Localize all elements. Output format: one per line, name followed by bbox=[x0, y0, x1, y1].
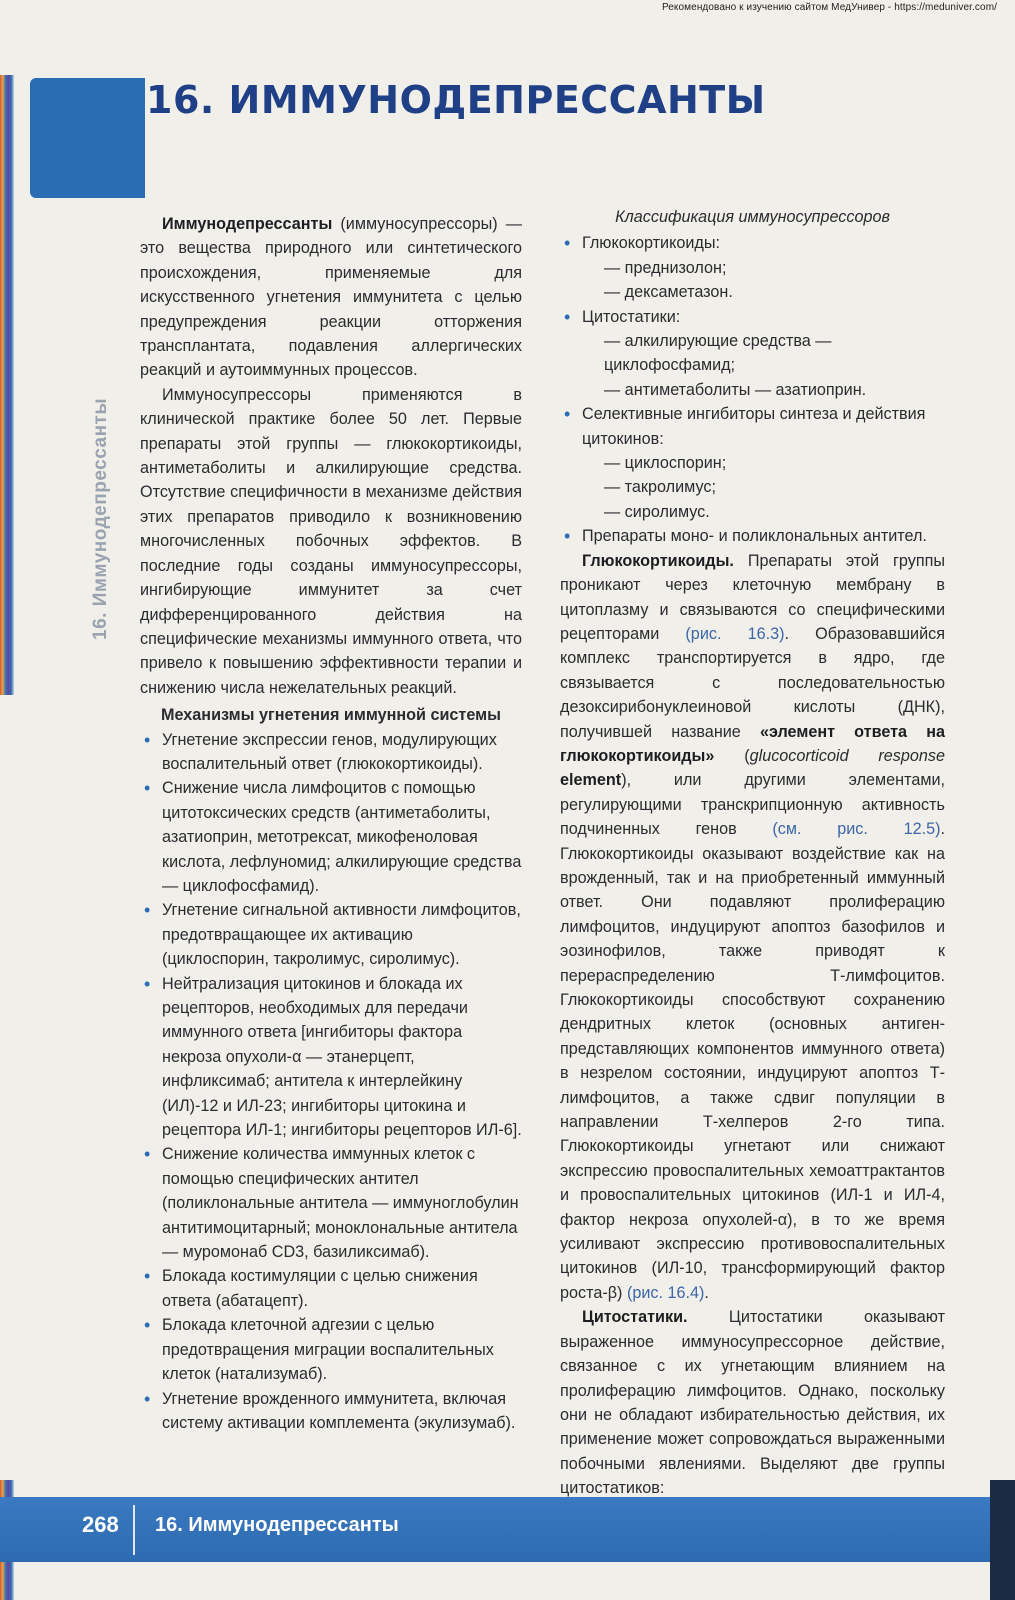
list-item: • Препараты моно- и поликлональных антител. bbox=[560, 524, 945, 548]
footer-chapter-title: 16. Иммунодепрессанты bbox=[155, 1514, 399, 1536]
figure-ref-16-4[interactable]: (рис. 16.4) bbox=[626, 1283, 705, 1302]
watermark-text: Рекомендовано к изучению сайтом МедУнивер - https://meduniver.com/ bbox=[661, 2, 997, 13]
gc-text-1: Препараты этой группы проникают через клеточную мембрану в цитоплазму и связываются со специфическими рецепторами bbox=[560, 551, 945, 643]
page-number: 268 bbox=[82, 1512, 119, 1537]
list-item: — такролимус; bbox=[604, 478, 716, 497]
chapter-color-tab bbox=[30, 78, 145, 198]
cyto-text: Цитостатики оказывают выраженное иммуносупрессорное действие, связанное с их угнетающим влиянием на пролиферацию лимфоцитов. Однако, поскольку они не обладают избирательностью действия, их применение может сопровождаться выраженными побочными явлениями. Выделяют две группы цитостатиков: bbox=[560, 1308, 945, 1498]
list-item: — алкилирующие средства — циклофосфамид; bbox=[604, 332, 832, 375]
classification-cyto-label: Цитостатики: bbox=[582, 307, 681, 326]
classification-list bbox=[560, 231, 945, 548]
intro-p1-text: (иммуносупрессоры) — это вещества природного или синтетического происхождения, применяемые для искусственного угнетения иммунитета с целью предупреждения реакции отторжения трансплантата, подавления аллергических реакций и аутоиммунных процессов. bbox=[140, 215, 522, 380]
gc-bold-element: element bbox=[560, 771, 622, 790]
list-item: — преднизолон; bbox=[604, 258, 727, 277]
gc-text-6: . bbox=[704, 1283, 709, 1302]
intro-lead-term: Иммунодепрессанты bbox=[162, 215, 333, 233]
list-item bbox=[560, 231, 945, 304]
gc-italic-term: glucocorticoid response bbox=[749, 746, 945, 765]
list-item: • Снижение количества иммунных клеток с помощью специфических антител (поликлональные антитела — иммуноглобулин антитимоцитарный; моноклональные антитела — муромонаб CD3, базиликсимаб). bbox=[140, 1142, 522, 1264]
sel-sublist bbox=[582, 451, 945, 524]
gc-bold-term: «элемент ответа на глюкокортикоиды» bbox=[560, 722, 945, 765]
classification-sel-label: Селективные ингибиторы синтеза и действия цитокинов: bbox=[582, 405, 926, 448]
gc-text-2: . Образовавшийся комплекс транспортируется в ядро, где связывается с последовательностью дезоксирибонуклеиновой кислоты (ДНК), получившей название bbox=[560, 624, 945, 741]
list-item bbox=[560, 402, 945, 524]
classification-gc-label: Глюкокортикоиды: bbox=[582, 234, 720, 253]
list-item: • Снижение числа лимфоцитов с помощью цитотоксических средств (антиметаболиты, азатиоприн, метотрексат, микофеноловая кислота, лефлуномид; алкилирующие средства — циклофосфамид). bbox=[140, 776, 522, 898]
list-item: • Угнетение экспрессии генов, модулирующих воспалительный ответ (глюкокортикоиды). bbox=[140, 728, 522, 777]
figure-ref-16-3[interactable]: (рис. 16.3) bbox=[685, 624, 785, 643]
mechanisms-list bbox=[140, 728, 522, 1436]
list-item: • Угнетение врожденного иммунитета, включая систему активации комплемента (экулизумаб). bbox=[140, 1387, 522, 1436]
right-column bbox=[560, 205, 945, 1501]
intro-paragraph-2: Иммуносупрессоры применяются в клинической практике более 50 лет. Первые препараты этой группы — глюкокортикоиды, антиметаболиты и алкилирующие средства. Отсутствие специфичности в механизме действия этих препаратов приводило к возникновению многочисленных побочных эффектов. В последние годы созданы иммуносупрессоры, ингибирующие иммунитет за счет дифференцированного действия на специфические механизмы иммунного ответа, что привело к повышению эффективности терапии и снижению числа нежелательных реакций. bbox=[140, 385, 522, 697]
gc-sublist bbox=[582, 256, 945, 305]
list-item: • Блокада клеточной адгезии с целью предотвращения миграции воспалительных клеток (натализумаб). bbox=[140, 1313, 522, 1386]
list-item: • Блокада костимуляции с целью снижения ответа (абатацепт). bbox=[140, 1264, 522, 1313]
intro-paragraph-1 bbox=[140, 212, 522, 383]
chapter-title: 16. ИММУНОДЕПРЕССАНТЫ bbox=[146, 78, 766, 122]
classification-heading: Классификация иммуносупрессоров bbox=[615, 208, 890, 226]
list-item: • Нейтрализация цитокинов и блокада их рецепторов, необходимых для передачи иммунного ответа [ингибиторы фактора некроза опухоли-α — этанерцепт, инфликсимаб; антитела к интерлейкину (ИЛ)-12 и ИЛ-23; ингибиторы цитокина и рецептора ИЛ-1; ингибиторы рецепторов ИЛ-6]. bbox=[140, 972, 522, 1143]
gc-text-3: ( bbox=[714, 746, 750, 765]
footer-divider bbox=[133, 1505, 135, 1555]
gc-text-5: . Глюкокортикоиды оказывают воздействие как на врожденный, так и на приобретенный иммунный ответ. Они подавляют пролиферацию лимфоцитов, индуцируют апоптоз базофилов и эозинофилов, также приводят к перераспределению Т-лимфоцитов. Глюкокортикоиды способствуют сохранению дендритных клеток (основных антиген-представляющих компонентов иммунного ответа) в незрелом состоянии, индуцируют апоптоз Т-лимфоцитов, а также сдвиг популяции в направлении Т-хелперов 2-го типа. Глюкокортикоиды угнетают или снижают экспрессию провоспалительных хемоаттрактантов и провоспалительных цитокинов (ИЛ-1 и ИЛ-4, фактор некроза опухолей-α), в то же время усиливают экспрессию противовоспалительных цитокинов (ИЛ-10, трансформирующий фактор роста-β) bbox=[560, 820, 945, 1302]
side-chapter-label: 16. Иммунодепрессанты bbox=[90, 397, 111, 640]
list-item: — циклоспорин; bbox=[604, 454, 727, 473]
mechanisms-heading: Механизмы угнетения иммунной системы bbox=[161, 706, 501, 725]
cyto-lead-term: Цитостатики. bbox=[582, 1308, 688, 1327]
page-edge-shadow bbox=[990, 1480, 1015, 1600]
gc-text-4: ), или другими элементами, регулирующими транскрипционную активность подчиненных генов bbox=[560, 771, 945, 839]
footer-bar bbox=[0, 1497, 1015, 1562]
page-edge-strip bbox=[0, 75, 14, 695]
gc-lead-term: Глюкокортикоиды. bbox=[582, 551, 734, 570]
list-item: — дексаметазон. bbox=[604, 283, 733, 302]
list-item: — антиметаболиты — азатиоприн. bbox=[604, 380, 867, 399]
list-item bbox=[560, 305, 945, 403]
cytostatics-paragraph bbox=[560, 1305, 945, 1500]
list-item: • Угнетение сигнальной активности лимфоцитов, предотвращающее их активацию (циклоспорин, такролимус, сиролимус). bbox=[140, 898, 522, 971]
list-item: — сиролимус. bbox=[604, 502, 710, 521]
left-column bbox=[140, 212, 522, 1435]
glucocorticoids-paragraph bbox=[560, 549, 945, 1306]
figure-ref-12-5[interactable]: (см. рис. 12.5) bbox=[772, 820, 941, 839]
cyto-sublist bbox=[582, 329, 945, 402]
